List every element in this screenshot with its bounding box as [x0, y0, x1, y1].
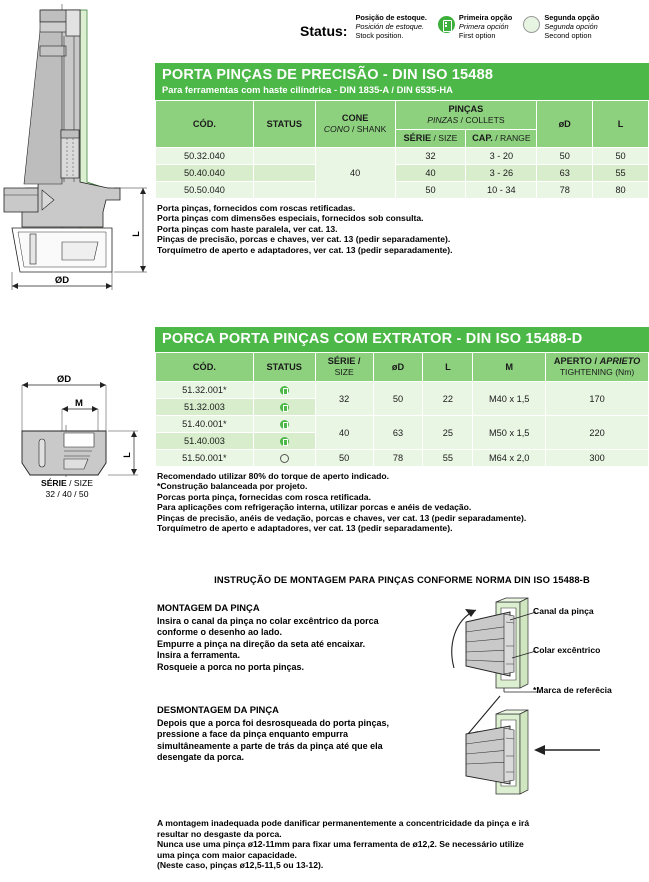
- table2-notes: [157, 471, 649, 533]
- nut-m-label: M: [75, 398, 83, 409]
- table1-header-row-1: [156, 101, 649, 130]
- table2-th-od: øD: [373, 353, 423, 382]
- mount-line: Rosqueie a porca no porta pinças.: [157, 661, 305, 672]
- table1-cell-l: 55: [593, 165, 649, 182]
- table1-cell-status: [253, 182, 315, 199]
- table2-cell-l: 25: [423, 416, 473, 450]
- table2-cell-od: 50: [373, 382, 423, 416]
- table2: [155, 352, 649, 467]
- collet-nut-drawing: [6, 363, 152, 508]
- table1-cell-od: 78: [537, 182, 593, 199]
- legend-group-stock: [355, 14, 426, 41]
- table1: [155, 100, 649, 199]
- status-dot-off: [280, 454, 289, 463]
- dismount-section-body: [157, 718, 457, 764]
- warning-line: resultar no desgaste da porca.: [157, 828, 282, 839]
- table-row: [156, 182, 649, 199]
- bottom-warning: [157, 818, 649, 871]
- warning-line: A montagem inadequada pode danificar permanentemente a concentricidade da pinça e irá: [157, 818, 530, 828]
- table1-note: Porta pinças com dimensões especiais, fornecidos sob consulta.: [157, 213, 424, 224]
- table2-cell-status: [253, 399, 315, 416]
- precision-collet-holder-table-block: [155, 63, 649, 199]
- legend-second-line2: Segunda opción: [544, 21, 598, 31]
- table1-th-status: STATUS: [253, 101, 315, 148]
- table2-th-cod: CÓD.: [156, 353, 254, 382]
- nut-l-label: L: [122, 452, 132, 458]
- mount-section-title: MONTAGEM DA PINÇA: [157, 602, 260, 613]
- warning-line: uma pinça com maior capacidade.: [157, 849, 297, 860]
- table2-cell-status: [253, 450, 315, 467]
- legend-stock-line2: Posición de estoque.: [355, 21, 425, 31]
- table1-cell-cone: 40: [315, 148, 395, 199]
- dismount-line: Depois que a porca foi desrosqueada do porta pinças,: [157, 718, 390, 728]
- table2-cell-cod: 51.40.001*: [156, 416, 254, 433]
- tool-holder-drawing: [2, 2, 154, 302]
- legend-second-line1: Segunda opção: [544, 13, 600, 22]
- table2-title: PORCA PORTA PINÇAS COM EXTRATOR - DIN ISO 15488-D: [162, 331, 583, 347]
- table-row: [156, 382, 649, 399]
- collet-dismount-diagram: [448, 694, 608, 799]
- table2-note: *Construção balanceada por projeto.: [157, 481, 308, 492]
- legend-first-line1: Primeira opção: [458, 13, 513, 22]
- table1-cell-od: 63: [537, 165, 593, 182]
- table2-note: Recomendado utilizar 80% do torque de aperto indicado.: [157, 471, 390, 481]
- legend-first-line3: First option: [458, 30, 496, 40]
- table2-th-m: M: [473, 353, 546, 382]
- table1-title: PORTA PINÇAS DE PRECISÃO - DIN ISO 15488: [162, 67, 494, 83]
- table1-cell-status: [253, 148, 315, 165]
- table1-cell-cod: 50.40.040: [156, 165, 254, 182]
- table1-cell-serie: 40: [395, 165, 466, 182]
- table2-cell-cod: 51.32.001*: [156, 382, 254, 399]
- table-row: [156, 450, 649, 467]
- table-row: [156, 416, 649, 433]
- status-dot-on: [280, 386, 289, 395]
- status-dot-on: [280, 403, 289, 412]
- dismount-line: desengate da porca.: [157, 752, 245, 763]
- table2-cell-serie: 40: [315, 416, 373, 450]
- dismount-section: [157, 704, 457, 764]
- callout-marca-de-referencia: *Marca de referêcia: [533, 685, 612, 695]
- status-dot-on: [280, 437, 289, 446]
- table1-th-collets: PINÇAS PINZAS / COLLETS: [395, 101, 537, 130]
- table1-cell-serie: 32: [395, 148, 466, 165]
- nut-serie-values: 32 / 40 / 50: [45, 488, 89, 499]
- holder-od-label: ØD: [54, 275, 70, 286]
- legend-first-line2: Primera opción: [458, 21, 509, 31]
- table1-cell-od: 50: [537, 148, 593, 165]
- table2-cell-m: M40 x 1,5: [473, 382, 546, 416]
- table1-th-cap: CAP. / RANGE: [466, 130, 537, 148]
- table2-cell-aperto: 300: [546, 450, 649, 467]
- table1-cell-cod: 50.50.040: [156, 182, 254, 199]
- callout-colar-excentrico: Colar excêntrico: [533, 645, 601, 655]
- table2-th-serie: SÉRIE / SIZE: [315, 353, 373, 382]
- table2-cell-status: [253, 382, 315, 399]
- table2-cell-l: 22: [423, 382, 473, 416]
- table1-th-serie: SÉRIE / SIZE: [395, 130, 466, 148]
- table2-th-l: L: [423, 353, 473, 382]
- table2-cell-cod: 51.32.003: [156, 399, 254, 416]
- nut-serie-label: SÉRIE / SIZE: [40, 478, 94, 488]
- table1-subtitle: Para ferramentas com haste cilíndrica - DIN 1835-A / DIN 6535-HA: [162, 84, 453, 95]
- mount-line: Insira a ferramenta.: [157, 650, 241, 661]
- table-row: [156, 165, 649, 182]
- table2-th-status: STATUS: [253, 353, 315, 382]
- table1-note: Torquímetro de aperto e adaptadores, ver cat. 13 (pedir separadamente).: [157, 244, 453, 255]
- table1-cell-serie: 50: [395, 182, 466, 199]
- status-legend-label: Status:: [300, 23, 348, 39]
- table1-cell-l: 80: [593, 182, 649, 199]
- callout-canal-da-pinca: Canal da pinça: [533, 606, 594, 616]
- table2-cell-cod: 51.50.001*: [156, 450, 254, 467]
- holder-l-label: L: [131, 231, 141, 237]
- table1-th-cod: CÓD.: [156, 101, 254, 148]
- table2-cell-serie: 50: [315, 450, 373, 467]
- first-option-icon: [438, 16, 455, 33]
- table2-title-band: [155, 327, 649, 352]
- dismount-line: pressione a face da pinça enquanto empurra: [157, 729, 349, 740]
- table2-cell-od: 78: [373, 450, 423, 467]
- table1-th-od: øD: [537, 101, 593, 148]
- table2-note: Porcas porta pinça, fornecidas com rosca retificada.: [157, 491, 371, 502]
- table1-cell-cap: 10 - 34: [466, 182, 537, 199]
- mount-section-body: [157, 616, 457, 673]
- table2-cell-m: M64 x 2,0: [473, 450, 546, 467]
- legend-second-line3: Second option: [544, 30, 592, 40]
- table1-th-cone: CONE CONO / SHANK: [315, 101, 395, 148]
- table1-cell-cap: 3 - 26: [466, 165, 537, 182]
- table2-cell-aperto: 220: [546, 416, 649, 450]
- warning-line: Nunca use uma pinça ø12-11mm para fixar uma ferramenta de ø12,2. Se necessário utilize: [157, 839, 524, 850]
- table2-cell-aperto: 170: [546, 382, 649, 416]
- table1-note: Porta pinças com haste paralela, ver cat. 13.: [157, 223, 338, 234]
- mount-line: Insira o canal da pinça no colar excêntrico da porca: [157, 616, 379, 626]
- table2-note: Torquímetro de aperto e adaptadores, ver cat. 13 (pedir separadamente).: [157, 523, 453, 534]
- dismount-line: simultâneamente a parte de trás da pinça até que ela: [157, 740, 383, 751]
- warning-line: (Neste caso, pinças ø12,5-11,5 ou 13-12).: [157, 860, 324, 871]
- legend-group-first-option: [438, 14, 512, 41]
- table-row: [156, 148, 649, 165]
- table2-cell-serie: 32: [315, 382, 373, 416]
- table2-cell-status: [253, 416, 315, 433]
- table1-note: Pinças de precisão, porcas e chaves, ver cat. 13 (pedir separadamente).: [157, 234, 451, 245]
- table1-notes: [157, 203, 649, 255]
- legend-group-second-option: [523, 14, 599, 41]
- table2-th-aperto: APERTO / APRIETO TIGHTENING (Nm): [546, 353, 649, 382]
- table1-cell-cod: 50.32.040: [156, 148, 254, 165]
- legend-stock-line3: Stock position.: [355, 30, 404, 40]
- table1-cell-cap: 3 - 20: [466, 148, 537, 165]
- table2-cell-cod: 51.40.003: [156, 433, 254, 450]
- legend-stock-line1: Posição de estoque.: [355, 13, 427, 22]
- table2-cell-l: 55: [423, 450, 473, 467]
- table2-header-row: [156, 353, 649, 382]
- table1-th-l: L: [593, 101, 649, 148]
- table2-cell-m: M50 x 1,5: [473, 416, 546, 450]
- table2-cell-od: 63: [373, 416, 423, 450]
- status-dot-on: [280, 420, 289, 429]
- table2-cell-status: [253, 433, 315, 450]
- nut-od-label: ØD: [56, 374, 72, 385]
- table2-note: Pinças de precisão, anéis de vedação, porcas e chaves, ver cat. 13 (pedir separadamente).: [157, 512, 527, 523]
- second-option-icon: [523, 16, 540, 33]
- mount-section: [157, 602, 457, 673]
- mount-line: Empurre a pinça na direção da seta até encaixar.: [157, 638, 366, 649]
- status-legend: [300, 14, 649, 60]
- table1-cell-status: [253, 165, 315, 182]
- collet-nut-table-block: [155, 327, 649, 467]
- instruction-heading: INSTRUÇÃO DE MONTAGEM PARA PINÇAS CONFORME NORMA DIN ISO 15488-B: [214, 574, 590, 585]
- mount-line: conforme o desenho ao lado.: [157, 627, 283, 638]
- dismount-section-title: DESMONTAGEM DA PINÇA: [157, 704, 279, 715]
- table1-cell-l: 50: [593, 148, 649, 165]
- table1-note: Porta pinças, fornecidos com roscas retificadas.: [157, 203, 356, 213]
- table1-title-band: [155, 63, 649, 100]
- table2-note: Para aplicações com refrigeração interna, utilizar porcas e anéis de vedação.: [157, 502, 472, 513]
